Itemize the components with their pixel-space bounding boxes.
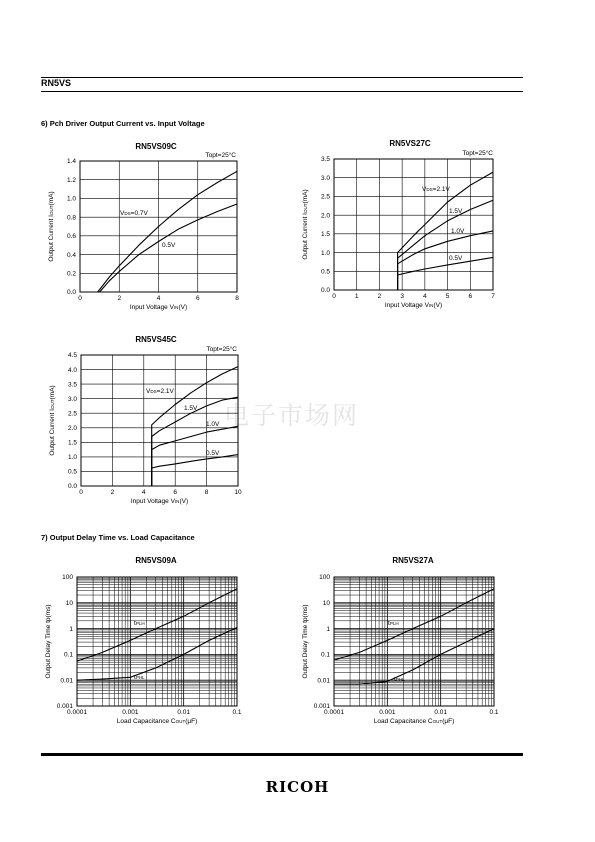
x-tick-label: 4 xyxy=(423,293,427,300)
x-tick-label: 0.0001 xyxy=(67,709,87,716)
x-tick-label: 0 xyxy=(332,293,336,300)
y-tick-label: 0.001 xyxy=(313,703,330,711)
chart-condition: Topt=25°C xyxy=(462,150,493,157)
chart-title-rn5vs27c: RN5VS27C xyxy=(389,139,431,148)
x-tick-label: 4 xyxy=(141,489,146,496)
y-tick-label: 2.0 xyxy=(320,212,330,220)
x-axis-label: Input Voltage VIN(V) xyxy=(130,498,189,505)
x-tick-label: 2 xyxy=(110,489,115,496)
series-label: 1.0V xyxy=(451,228,465,235)
x-axis-label: Load Capacitance COUT(μF) xyxy=(373,718,455,725)
y-axis-label: Output Current IOUT(mA) xyxy=(302,189,309,260)
y-tick-label: 10 xyxy=(65,600,73,607)
y-tick-label: 1.5 xyxy=(320,231,330,239)
y-tick-label: 2.5 xyxy=(320,193,330,201)
y-tick-label: 0.5 xyxy=(67,468,77,476)
y-tick-label: 0.5 xyxy=(320,268,330,276)
x-axis-label: Load Capacitance COUT(μF) xyxy=(116,718,198,725)
y-tick-label: 0.01 xyxy=(60,677,73,685)
section-title-delay-time: 7) Output Delay Time vs. Load Capacitance xyxy=(41,533,195,542)
series-label: 1.0V xyxy=(206,421,220,428)
x-tick-label: 0.001 xyxy=(379,709,396,716)
x-tick-label: 0.1 xyxy=(489,709,499,716)
y-axis-label: Output Current IOUT(mA) xyxy=(49,385,56,456)
y-tick-label: 10 xyxy=(322,600,330,607)
x-tick-label: 0 xyxy=(79,489,83,496)
x-tick-label: 0.01 xyxy=(177,709,190,716)
y-tick-label: 3.5 xyxy=(67,381,77,389)
x-axis-label: Input Voltage VIN(V) xyxy=(129,304,188,311)
watermark: 电子市场网 xyxy=(224,401,360,430)
series-line xyxy=(334,629,494,685)
chart-title-rn5vs09a: RN5VS09A xyxy=(135,556,177,565)
series-line xyxy=(334,589,494,660)
plot-frame xyxy=(334,577,494,706)
part-number-header: RN5VS xyxy=(41,78,72,88)
y-tick-label: 3.5 xyxy=(320,156,330,164)
y-tick-label: 3.0 xyxy=(67,395,77,403)
ricoh-logo xyxy=(250,778,345,796)
x-tick-label: 5 xyxy=(445,293,450,300)
y-tick-label: 0.0 xyxy=(67,483,77,491)
x-tick-label: 2 xyxy=(377,293,382,300)
series-label: 0.5V xyxy=(206,450,220,457)
series-label: tPLH xyxy=(134,620,145,627)
x-tick-label: 6 xyxy=(468,293,473,300)
footer-rule xyxy=(41,753,523,756)
y-axis-label: Output Delay Time tp(ms) xyxy=(302,604,309,679)
x-tick-label: 4 xyxy=(156,295,161,302)
y-tick-label: 0.01 xyxy=(317,677,330,685)
chart-title-rn5vs45c: RN5VS45C xyxy=(135,335,177,344)
x-tick-label: 1 xyxy=(354,293,359,300)
y-tick-label: 2.5 xyxy=(67,410,77,418)
y-tick-label: 4.0 xyxy=(67,366,77,374)
y-tick-label: 100 xyxy=(319,574,330,582)
series-label: 1.5V xyxy=(184,405,198,412)
x-tick-label: 0.1 xyxy=(232,709,242,716)
chart-condition: Topt=25°C xyxy=(206,346,237,353)
y-tick-label: 1 xyxy=(69,625,73,633)
x-tick-label: 2 xyxy=(117,295,122,302)
series-label: tPLH xyxy=(388,620,399,627)
x-tick-label: 10 xyxy=(234,489,242,496)
chart-title-rn5vs09c: RN5VS09C xyxy=(135,142,177,151)
x-tick-label: 8 xyxy=(235,295,239,302)
series-label: VDS=2.1V xyxy=(146,388,174,395)
series-label: 0.5V xyxy=(162,242,176,249)
y-tick-label: 0.0 xyxy=(320,287,330,295)
y-tick-label: 1.4 xyxy=(66,158,76,166)
ricoh-logo-text: RICOH xyxy=(265,778,330,796)
y-tick-label: 100 xyxy=(62,574,73,582)
section-title-output-current: 6) Pch Driver Output Current vs. Input Voltage xyxy=(41,119,205,128)
y-tick-label: 3.0 xyxy=(320,174,330,182)
y-axis-label: Output Current IOUT(mA) xyxy=(48,191,55,262)
chart-condition: Topt=25°C xyxy=(205,152,236,159)
series-label: VDS=2.1V xyxy=(422,186,450,193)
y-tick-label: 0.8 xyxy=(66,214,76,222)
y-tick-label: 0.0 xyxy=(66,289,76,297)
x-tick-label: 0 xyxy=(78,295,82,302)
y-tick-label: 0.001 xyxy=(56,703,73,711)
series-label: tPHL xyxy=(394,676,405,683)
series-label: 0.5V xyxy=(449,255,463,262)
y-tick-label: 0.4 xyxy=(66,251,76,259)
x-tick-label: 6 xyxy=(195,295,200,302)
y-tick-label: 0.2 xyxy=(66,270,76,278)
series-label: tPHL xyxy=(134,674,145,681)
y-axis-label: Output Delay Time tp(ms) xyxy=(45,604,52,679)
y-tick-label: 1 xyxy=(326,625,330,633)
chart-title-rn5vs27a: RN5VS27A xyxy=(392,556,434,565)
x-tick-label: 7 xyxy=(491,293,495,300)
x-tick-label: 8 xyxy=(204,489,209,496)
y-tick-label: 2.0 xyxy=(67,424,77,432)
y-tick-label: 1.0 xyxy=(320,249,330,257)
y-tick-label: 0.1 xyxy=(320,651,330,659)
series-label: VDS=0.7V xyxy=(120,210,148,217)
y-tick-label: 4.5 xyxy=(67,352,77,360)
x-tick-label: 6 xyxy=(173,489,178,496)
y-tick-label: 1.2 xyxy=(66,176,76,184)
x-tick-label: 0.0001 xyxy=(324,709,344,716)
y-tick-label: 0.6 xyxy=(66,233,76,241)
y-tick-label: 1.5 xyxy=(67,439,77,447)
series-label: 1.5V xyxy=(449,208,463,215)
x-tick-label: 0.001 xyxy=(122,709,139,716)
x-tick-label: 0.01 xyxy=(434,709,447,716)
x-axis-label: Input Voltage VIN(V) xyxy=(384,302,443,309)
y-tick-label: 1.0 xyxy=(66,195,76,203)
y-tick-label: 0.1 xyxy=(63,651,73,659)
x-tick-label: 3 xyxy=(400,293,404,300)
y-tick-label: 1.0 xyxy=(67,454,77,462)
